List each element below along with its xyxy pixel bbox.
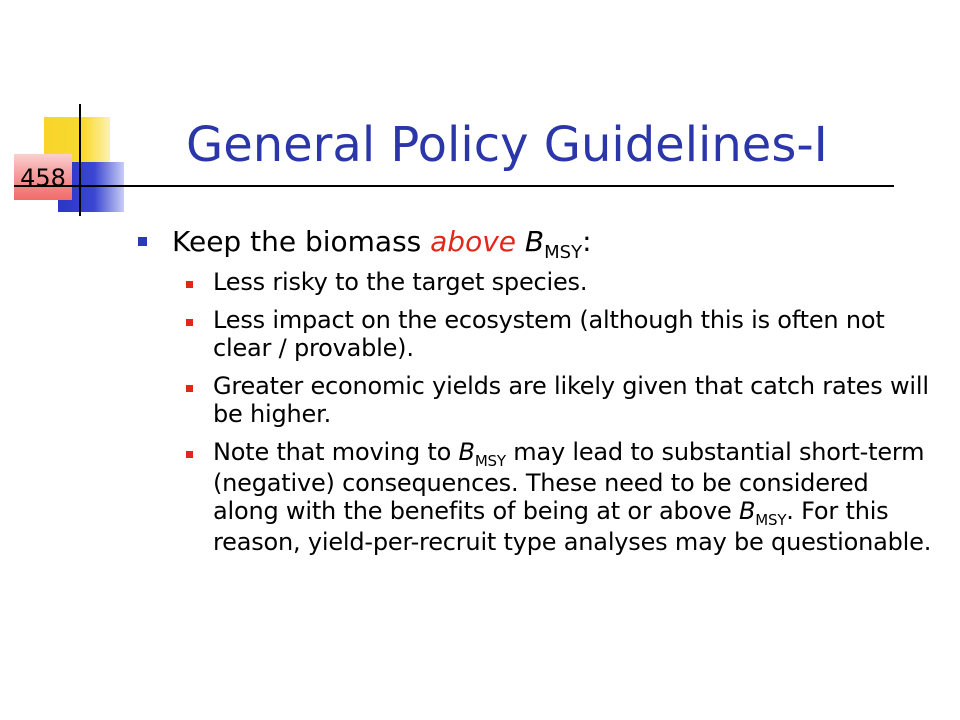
main-bullet-text: Keep the biomass above $B_{MSY}$:: [172, 225, 592, 263]
square-bullet-icon: [186, 451, 193, 458]
title-underline: [14, 185, 894, 187]
square-bullet-icon: [186, 319, 193, 326]
list-item: Less impact on the ecosystem (although this is often not clear / provable).: [186, 306, 936, 362]
square-bullet-icon: [138, 237, 147, 246]
msy-subscript: MSY: [544, 242, 583, 263]
square-bullet-icon: [186, 385, 193, 392]
list-item-note: Note that moving to $B_{MSY}$ may lead to substantial short-term (negative) consequences. These need to be considered along with the benefits of being at or above $B_{MSY}$. For this reason, yield-per-recruit type analyses may be questionable.: [186, 438, 936, 556]
sub-bullet-list: [186, 268, 936, 566]
list-item: Greater economic yields are likely given that catch rates will be higher.: [186, 372, 936, 428]
slide-title: General Policy Guidelines-I: [186, 117, 828, 173]
square-bullet-icon: [186, 281, 193, 288]
decor-vertical-line: [79, 104, 81, 216]
list-item: Less risky to the target species.: [186, 268, 936, 296]
slide-number: 458: [20, 164, 66, 192]
emphasis-above: above: [430, 225, 516, 258]
